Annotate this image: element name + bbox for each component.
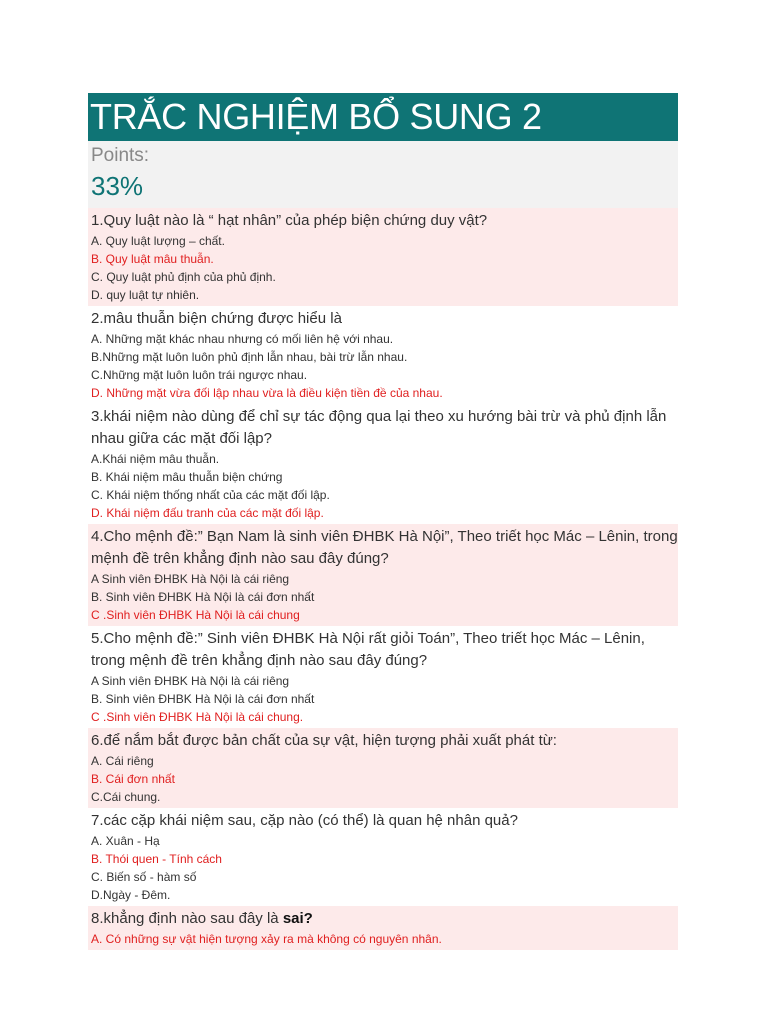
question-3 xyxy=(88,404,678,524)
option-correct: A. Có những sự vật hiện tượng xảy ra mà không có nguyên nhân. xyxy=(91,932,442,946)
question-6 xyxy=(88,728,678,808)
option: A. Xuân - Hạ xyxy=(91,834,160,848)
question-text: 7.các cặp khái niệm sau, cặp nào (có thể) là quan hệ nhân quả? xyxy=(91,812,518,829)
points-value: 33% xyxy=(91,171,144,201)
option: C.Những mặt luôn luôn trái ngược nhau. xyxy=(91,368,308,382)
option: B. Sinh viên ĐHBK Hà Nội là cái đơn nhất xyxy=(91,692,315,706)
question-5 xyxy=(88,626,678,728)
option: D. quy luật tự nhiên. xyxy=(91,288,200,302)
option: C.Cái chung. xyxy=(91,790,161,804)
option: C. Biến số - hàm số xyxy=(91,870,197,884)
question-7 xyxy=(88,808,678,906)
question-text: 1.Quy luật nào là “ hạt nhân” của phép biện chứng duy vật? xyxy=(91,212,488,229)
option: B.Những mặt luôn luôn phủ định lẫn nhau, bài trừ lẫn nhau. xyxy=(91,350,408,364)
title-bar xyxy=(88,93,678,141)
option: A Sinh viên ĐHBK Hà Nội là cái riêng xyxy=(91,572,290,586)
option: B. Khái niệm mâu thuẫn biện chứng xyxy=(91,470,283,484)
points-box xyxy=(88,141,678,208)
option-correct: D. Khái niệm đấu tranh của các mặt đối lập. xyxy=(91,506,324,520)
option-correct: C .Sinh viên ĐHBK Hà Nội là cái chung xyxy=(91,608,300,622)
question-4 xyxy=(88,524,678,626)
option-correct: C .Sinh viên ĐHBK Hà Nội là cái chung. xyxy=(91,710,304,724)
option: A Sinh viên ĐHBK Hà Nội là cái riêng xyxy=(91,674,290,688)
page-title: TRẮC NGHIỆM BỔ SUNG 2 xyxy=(90,96,542,137)
question-text: 5.Cho mệnh đề:” Sinh viên ĐHBK Hà Nội rất giỏi Toán”, Theo triết học Mác – Lênin, trong mệnh đề trên khẳng định nào sau đây đúng? xyxy=(91,630,645,669)
question-8 xyxy=(88,906,678,950)
option-correct: D. Những mặt vừa đối lập nhau vừa là điều kiện tiền đề của nhau. xyxy=(91,386,443,400)
option: B. Sinh viên ĐHBK Hà Nội là cái đơn nhất xyxy=(91,590,315,604)
option: A.Khái niệm mâu thuẫn. xyxy=(91,452,220,466)
option: A. Quy luật lượng – chất. xyxy=(91,234,225,248)
option-correct: B. Thói quen - Tính cách xyxy=(91,852,222,866)
question-text: 2.mâu thuẫn biện chứng được hiểu là xyxy=(91,310,342,327)
option-correct: B. Cái đơn nhất xyxy=(91,772,175,786)
points-label: Points: xyxy=(91,145,150,166)
question-text: 6.để nắm bắt được bản chất của sự vật, hiện tượng phải xuất phát từ: xyxy=(91,732,557,749)
question-text xyxy=(91,908,678,930)
question-text-emphasis: sai? xyxy=(282,910,313,927)
question-text: 4.Cho mệnh đề:” Bạn Nam là sinh viên ĐHBK Hà Nội”, Theo triết học Mác – Lênin, trong mệnh đề trên khẳng định nào sau đây đúng? xyxy=(91,528,678,567)
question-1 xyxy=(88,208,678,306)
option: C. Quy luật phủ định của phủ định. xyxy=(91,270,276,284)
option: C. Khái niệm thống nhất của các mặt đối lập. xyxy=(91,488,330,502)
option: A. Cái riêng xyxy=(91,754,154,768)
question-text-main: 8.khẳng định nào sau đây là xyxy=(91,910,283,927)
option-correct: B. Quy luật mâu thuẫn. xyxy=(91,252,214,266)
option: A. Những mặt khác nhau nhưng có mối liên hệ với nhau. xyxy=(91,332,394,346)
option: D.Ngày - Đêm. xyxy=(91,888,171,902)
question-text: 3.khái niệm nào dùng để chỉ sự tác động qua lại theo xu hướng bài trừ và phủ định lẫn nhau giữa các mặt đối lập? xyxy=(91,408,667,447)
question-2 xyxy=(88,306,678,404)
document-content xyxy=(88,93,678,950)
